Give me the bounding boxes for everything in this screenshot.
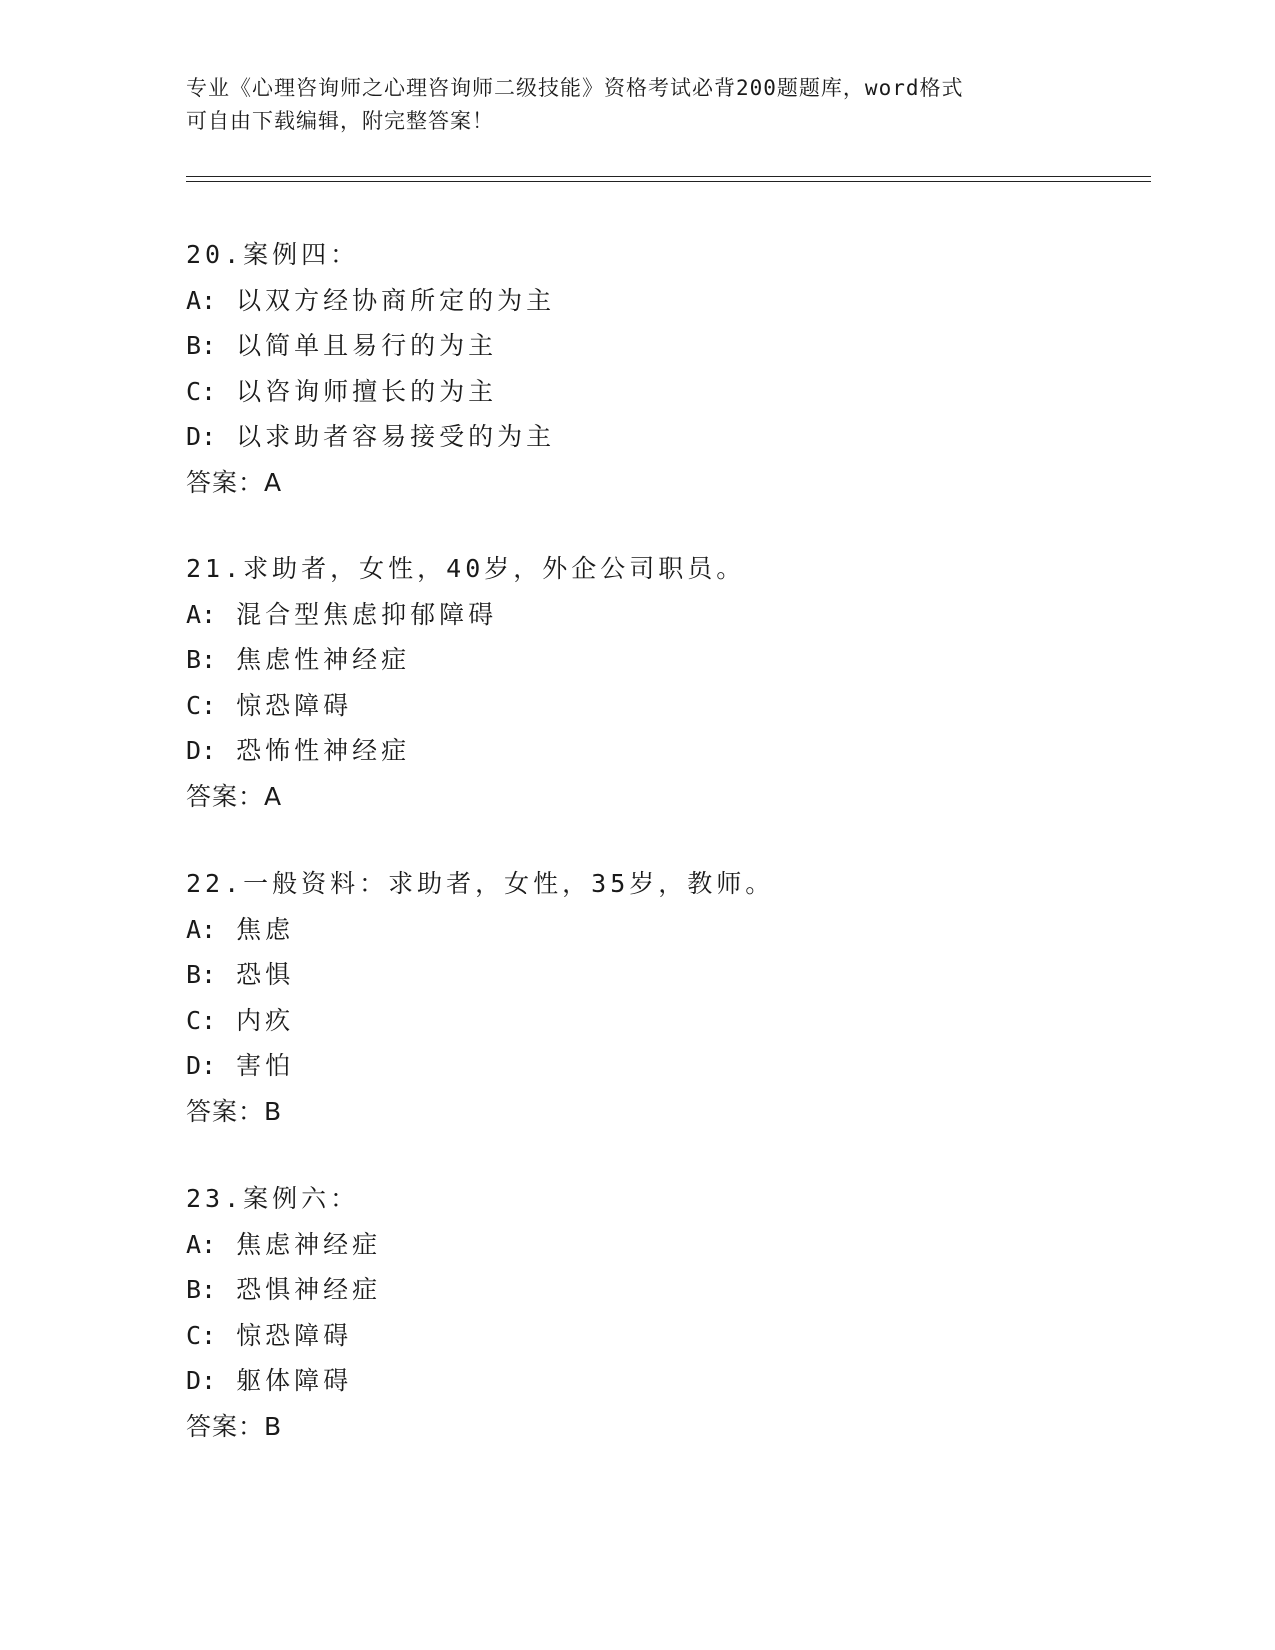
option-letter: D: xyxy=(186,422,217,451)
option-d xyxy=(186,728,1146,774)
option-letter: A: xyxy=(186,914,217,944)
option-letter: C: xyxy=(186,376,217,406)
option-letter: D: xyxy=(186,736,217,765)
option-a xyxy=(186,907,1146,953)
option-letter: B: xyxy=(186,645,217,674)
option-letter: A: xyxy=(186,599,217,629)
option-letter: A: xyxy=(186,285,217,315)
answer-line: 答案：A xyxy=(186,781,283,811)
option-text: 以简单且易行的为主 xyxy=(236,331,498,360)
option-text: 惊恐障碍 xyxy=(236,690,353,720)
option-text: 恐怖性神经症 xyxy=(236,736,411,765)
question-stem: 22.一般资料：求助者，女性，35岁，教师。 xyxy=(186,869,775,898)
option-c xyxy=(186,998,1146,1044)
option-c xyxy=(186,369,1146,415)
option-text: 恐惧神经症 xyxy=(236,1275,382,1304)
option-text: 惊恐障碍 xyxy=(236,1320,353,1350)
option-c xyxy=(186,683,1146,729)
option-text: 焦虑性神经症 xyxy=(236,645,411,674)
question-stem: 23.案例六： xyxy=(186,1184,360,1213)
option-d xyxy=(186,1043,1146,1089)
answer-line: 答案：A xyxy=(186,467,283,497)
option-b xyxy=(186,952,1146,998)
option-letter: D: xyxy=(186,1051,217,1080)
option-text: 以咨询师擅长的为主 xyxy=(236,376,498,406)
option-text: 混合型焦虑抑郁障碍 xyxy=(236,599,498,629)
option-letter: C: xyxy=(186,690,217,720)
question-block xyxy=(186,1176,1146,1449)
header-line-2: 可自由下载编辑，附完整答案！ xyxy=(186,109,494,133)
option-letter: D: xyxy=(186,1366,217,1395)
answer-line: 答案：B xyxy=(186,1411,283,1441)
option-b xyxy=(186,637,1146,683)
option-text: 以双方经协商所定的为主 xyxy=(236,285,556,315)
question-block xyxy=(186,861,1146,1134)
option-text: 内疚 xyxy=(236,1005,295,1035)
option-text: 以求助者容易接受的为主 xyxy=(236,422,556,451)
option-a xyxy=(186,592,1146,638)
option-d xyxy=(186,1358,1146,1404)
option-a xyxy=(186,278,1146,324)
question-stem: 21.求助者，女性，40岁，外企公司职员。 xyxy=(186,554,746,583)
option-d xyxy=(186,414,1146,460)
header-line-1: 专业《心理咨询师之心理咨询师二级技能》资格考试必背200题题库，word格式 xyxy=(186,76,964,100)
question-block xyxy=(186,546,1146,819)
question-block xyxy=(186,232,1146,505)
option-text: 焦虑神经症 xyxy=(236,1229,382,1259)
option-letter: C: xyxy=(186,1005,217,1035)
question-stem: 20.案例四： xyxy=(186,240,360,269)
option-letter: A: xyxy=(186,1229,217,1259)
option-text: 焦虑 xyxy=(236,914,295,944)
option-letter: B: xyxy=(186,331,217,360)
option-letter: B: xyxy=(186,960,217,989)
header-divider-top xyxy=(186,176,1151,177)
document-header xyxy=(186,72,1066,138)
answer-line: 答案：B xyxy=(186,1096,283,1126)
option-a xyxy=(186,1222,1146,1268)
option-text: 恐惧 xyxy=(236,960,295,989)
option-c xyxy=(186,1313,1146,1359)
option-letter: B: xyxy=(186,1275,217,1304)
option-text: 躯体障碍 xyxy=(236,1366,353,1395)
header-divider-bottom xyxy=(186,181,1151,182)
option-b xyxy=(186,1267,1146,1313)
option-text: 害怕 xyxy=(236,1051,295,1080)
option-b xyxy=(186,323,1146,369)
option-letter: C: xyxy=(186,1320,217,1350)
